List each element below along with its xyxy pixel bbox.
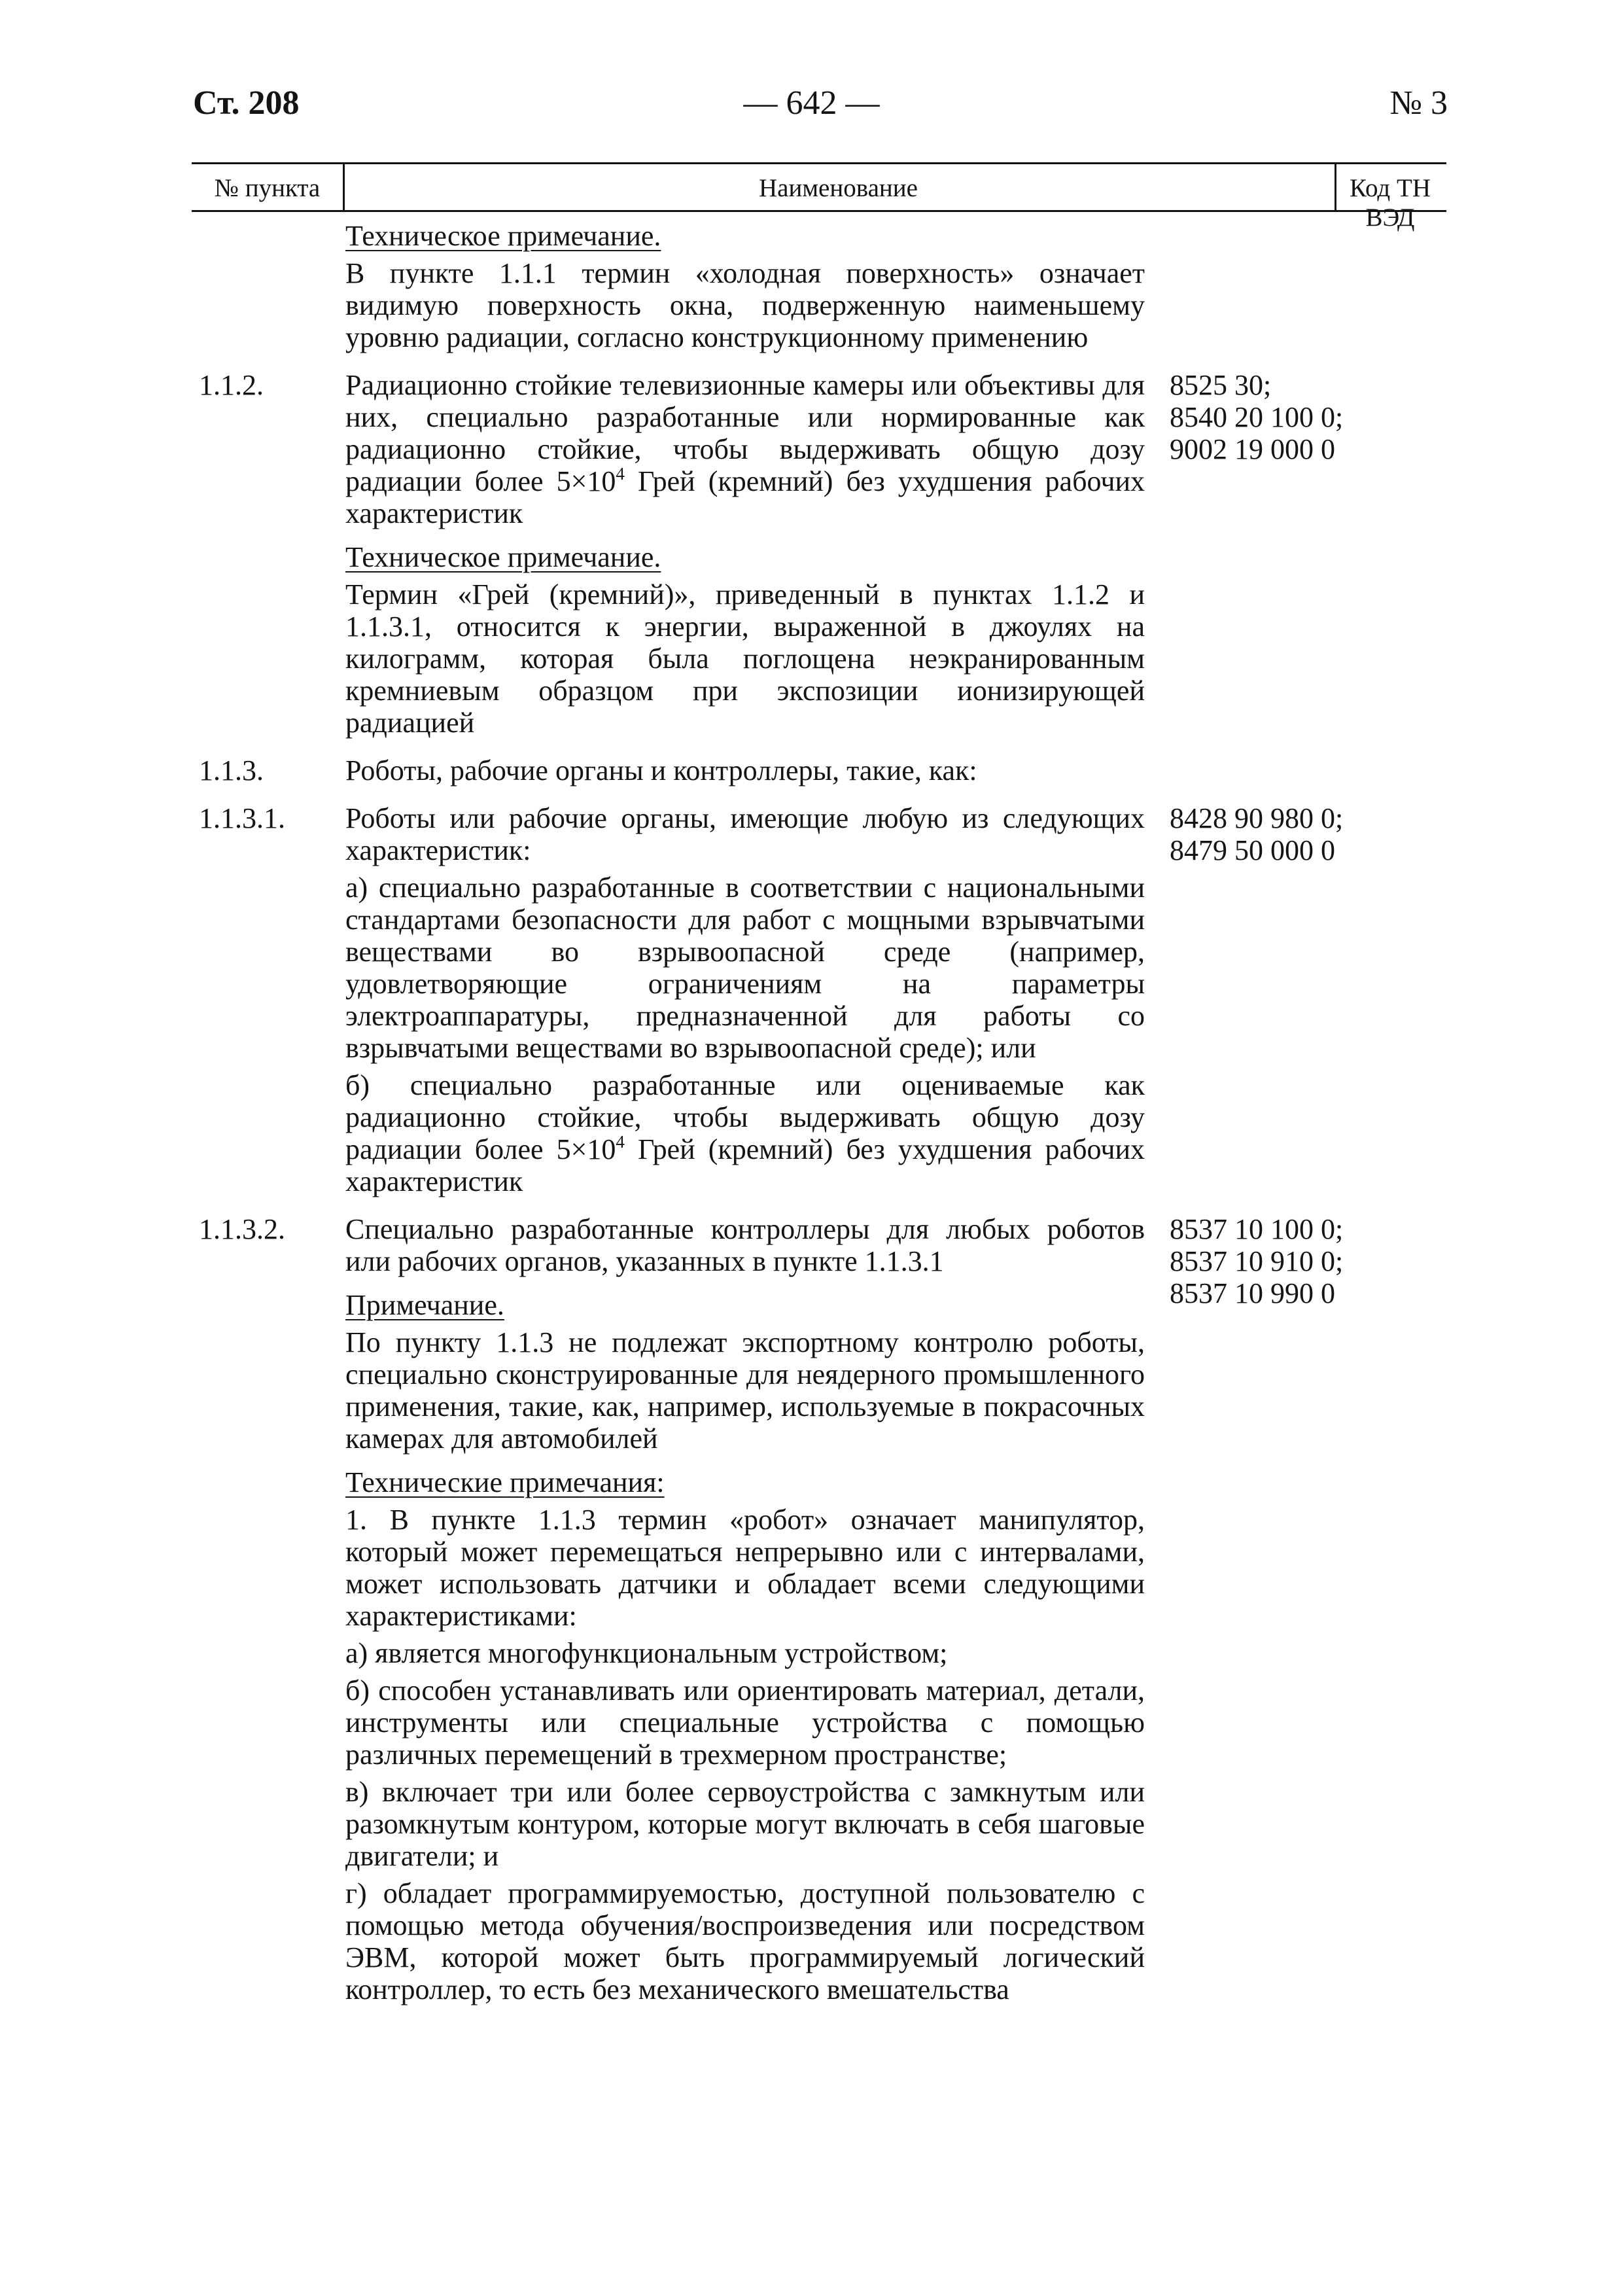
column-header-number: № пункта [214, 174, 321, 202]
note-heading-text: Технические примечания: [345, 1466, 665, 1498]
note-heading [0, 1466, 1623, 1498]
item-number: 1.1.3. [199, 754, 264, 786]
tn-ved-codes [1170, 369, 1457, 465]
table-row [0, 369, 1623, 529]
note-paragraph [0, 578, 1623, 739]
item-text: а) является многофункциональным устройством; [345, 1637, 948, 1669]
item-text: Радиационно стойкие телевизионные камеры или объективы для них, специально разработанные или нормированные как радиационно стойкие, чтобы выдерживать общую дозу радиации более $5\times 10^4$ Грей (кремний) без ухудшения рабочих характеристик [345, 369, 1145, 529]
note-heading [0, 220, 1623, 252]
item-text: 1. В пункте 1.1.3 термин «робот» означает манипулятор, который может перемещаться непрерывно или с интервалами, может использовать датчики и обладает всеми следующими характеристиками: [345, 1504, 1145, 1632]
tn-ved-code: 8525 30; [1170, 369, 1272, 401]
table-row [0, 802, 1623, 866]
table-header [192, 162, 1446, 232]
item-text: б) специально разработанные или оцениваемые как радиационно стойкие, чтобы выдерживать общую дозу радиации более $5\times 10^4$ Грей (кремний) без ухудшения рабочих характеристик [345, 1069, 1145, 1197]
tn-ved-code: 8428 90 980 0; [1170, 802, 1344, 834]
note-paragraph [0, 1069, 1623, 1197]
item-text: б) способен устанавливать или ориентировать материал, детали, инструменты или специальные устройства с помощью различных перемещений в трехмерном пространстве; [345, 1674, 1145, 1771]
tn-ved-code: 9002 19 000 0 [1170, 433, 1335, 465]
item-number: 1.1.3.1. [199, 802, 285, 834]
issue-number: № 3 [1389, 84, 1448, 122]
tn-ved-code: 8540 20 100 0; [1170, 401, 1344, 433]
note-paragraph [0, 1637, 1623, 1669]
item-text: Термин «Грей (кремний)», приведенный в пунктах 1.1.2 и 1.1.3.1, относится к энергии, выраженной в джоулях на килограмм, которая была поглощена неэкранированным кремниевым образцом при экспозиции ионизирующей радиацией [345, 578, 1145, 739]
note-heading-text: Техническое примечание. [345, 220, 661, 252]
item-number: 1.1.3.2. [199, 1213, 285, 1245]
column-header-code: Код ТН ВЭД [1349, 174, 1431, 232]
item-text: По пункту 1.1.3 не подлежат экспортному контролю роботы, специально сконструированные для неядерного промышленного применения, такие, как, например, используемые в покрасочных камерах для автомобилей [345, 1326, 1145, 1455]
tn-ved-code: 8479 50 000 0 [1170, 834, 1335, 866]
tn-ved-codes [1170, 802, 1457, 866]
note-heading-text: Техническое примечание. [345, 541, 661, 573]
item-text: Специально разработанные контроллеры для любых роботов или рабочих органов, указанных в пункте 1.1.3.1 [345, 1213, 1145, 1277]
tn-ved-code: 8537 10 990 0 [1170, 1277, 1335, 1309]
note-heading [0, 1289, 1623, 1321]
item-text: в) включает три или более сервоустройства с замкнутым или разомкнутым контуром, которые могут включать в себя шаговые двигатели; и [345, 1776, 1145, 1872]
item-text: Роботы или рабочие органы, имеющие любую из следующих характеристик: [345, 802, 1145, 866]
item-text: В пункте 1.1.1 термин «холодная поверхность» означает видимую поверхность окна, подверженную наименьшему уровню радиации, согласно конструкционному применению [345, 257, 1145, 353]
page-section-label: Ст. 208 [193, 84, 300, 122]
note-paragraph [0, 872, 1623, 1064]
item-text: Роботы, рабочие органы и контроллеры, такие, как: [345, 754, 977, 786]
note-heading [0, 541, 1623, 573]
note-paragraph [0, 257, 1623, 353]
note-paragraph [0, 1326, 1623, 1455]
item-text: а) специально разработанные в соответствии с национальными стандартами безопасности для работ с мощными взрывчатыми веществами во взрывоопасной среде (например, удовлетворяющие ограничениям на параметры электроаппаратуры, предназначенной для работы со взрывчатыми веществами во взрывоопасной среде); или [345, 872, 1145, 1064]
table-row [0, 754, 1623, 786]
item-text: г) обладает программируемостью, доступной пользователю с помощью метода обучения/воспроизведения или посредством ЭВМ, которой может быть программируемый логический контроллер, то есть без механического вмешательства [345, 1877, 1145, 2005]
page-number: — 642 — [743, 84, 880, 122]
tn-ved-code: 8537 10 100 0; [1170, 1213, 1344, 1245]
column-header-name: Наименование [759, 174, 918, 202]
note-paragraph [0, 1776, 1623, 1872]
note-paragraph [0, 1674, 1623, 1771]
note-paragraph [0, 1877, 1623, 2005]
table-body [0, 220, 1623, 2005]
note-heading-text: Примечание. [345, 1289, 504, 1321]
note-paragraph [0, 1504, 1623, 1632]
item-number: 1.1.2. [199, 369, 264, 401]
tn-ved-code: 8537 10 910 0; [1170, 1245, 1344, 1277]
